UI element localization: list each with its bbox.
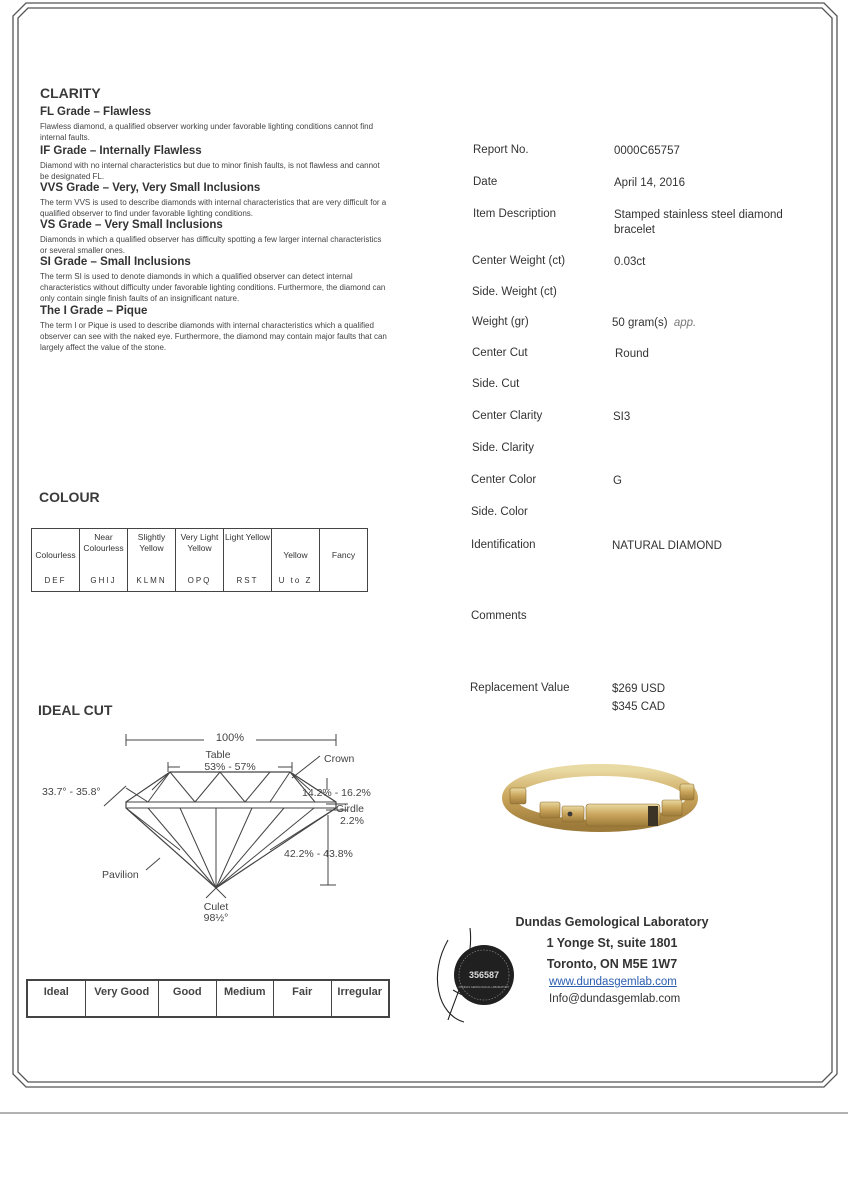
grade-heading: IF Grade – Internally Flawless <box>40 145 202 157</box>
cut-grade-cell: Irregular <box>337 986 383 998</box>
lab-email: Info@dundasgemlab.com <box>549 993 681 1005</box>
colour-name: Very Light Yellow <box>180 532 219 553</box>
identification-value: NATURAL DIAMOND <box>612 540 722 552</box>
grade-description: The term I or Pique is used to describe diamonds with internal characteristics which a qualified observer can see with the naked eye. Furthermore, the diamond may contain major faults that can largely affect the value of the stone. <box>40 321 387 352</box>
clarity-grade-i <box>40 305 390 353</box>
colour-name: Near Colourless <box>83 532 124 553</box>
report-no-label: Report No. <box>473 144 529 156</box>
replacement-value-cad: $345 CAD <box>612 701 666 713</box>
cut-grade-cell: Ideal <box>28 981 86 1016</box>
girdle-label: Girdle <box>336 803 365 815</box>
colour-cell-yellow <box>272 529 320 592</box>
clarity-title: CLARITY <box>40 85 101 101</box>
cut-grade-table <box>26 979 390 1018</box>
crown-angle-label: 33.7° - 35.8° <box>42 786 101 798</box>
lab-address-2: Toronto, ON M5E 1W7 <box>546 957 678 971</box>
colour-name: Colourless <box>35 550 76 560</box>
identification-label: Identification <box>471 539 536 551</box>
side-weight-label: Side. Weight (ct) <box>472 286 557 298</box>
bracelet-photo <box>500 760 702 840</box>
clarity-grade-si <box>40 256 390 305</box>
clarity-grade-fl <box>40 106 390 145</box>
colour-cell-fancy <box>320 529 368 592</box>
cut-grade-cell: Very Good <box>86 981 160 1016</box>
colour-title: COLOUR <box>39 489 100 505</box>
grade-heading: The I Grade – Pique <box>40 305 148 317</box>
center-clarity-label: Center Clarity <box>472 410 543 422</box>
grade-heading: FL Grade – Flawless <box>40 106 152 118</box>
grade-heading: VVS Grade – Very, Very Small Inclusions <box>40 182 261 194</box>
center-cut-label: Center Cut <box>472 347 528 359</box>
grade-description: The term VVS is used to describe diamonds with internal characteristics that are very difficult for a qualified observer to find under favorable lighting conditions. <box>40 198 387 218</box>
colour-cell-light-yellow <box>224 529 272 592</box>
replacement-value-usd: $269 USD <box>612 683 666 695</box>
cut-grade-cell: Fair <box>274 981 332 1016</box>
colour-codes: U to Z <box>278 576 313 585</box>
clarity-grade-if <box>40 145 390 182</box>
colour-codes: KLMN <box>136 576 167 585</box>
date-value: April 14, 2016 <box>614 177 685 189</box>
clarity-grade-list <box>40 106 390 353</box>
colour-name: Yellow <box>283 550 308 560</box>
item-description-value: Stamped stainless steel diamond bracelet <box>614 209 783 236</box>
colour-codes: RST <box>236 576 259 585</box>
colour-name: Slightly Yellow <box>137 532 166 553</box>
seal-number: 356587 <box>468 970 500 980</box>
girdle-value-label: 2.2% <box>340 815 364 827</box>
replacement-value-label: Replacement Value <box>470 682 570 694</box>
cut-grade-cell: Good <box>159 981 217 1016</box>
lab-address-1: 1 Yonge St, suite 1801 <box>546 936 678 950</box>
culet-value-label: 98½° <box>203 912 229 924</box>
weight-gr-value <box>612 316 696 331</box>
colour-cell-slightly-yellow <box>128 529 176 592</box>
ideal-cut-title: IDEAL CUT <box>38 702 113 718</box>
center-clarity-value: SI3 <box>613 411 631 423</box>
cut-grade-cell: Medium <box>217 981 275 1016</box>
colour-name: Light Yellow <box>225 532 270 542</box>
report-no-value: 0000C65757 <box>614 145 680 157</box>
diamond-proportions-diagram <box>30 720 400 930</box>
width-label: 100% <box>215 732 245 744</box>
center-weight-label: Center Weight (ct) <box>472 255 566 267</box>
colour-scale-table <box>31 528 368 592</box>
colour-cell-near-colourless <box>80 529 128 592</box>
clarity-grade-vvs <box>40 182 390 219</box>
crown-label: Crown <box>324 753 355 765</box>
colour-codes: GHIJ <box>90 576 117 585</box>
pavilion-depth-label: 42.2% - 43.8% <box>284 848 353 860</box>
weight-gr-label: Weight (gr) <box>472 316 529 328</box>
grade-description: The term SI is used to denote diamonds in which a qualified observer can detect internal characteristics without difficulty under favorable lighting conditions. Furthermore, the diamond can only contain single finish faults of an insignificant nature. <box>40 272 386 303</box>
colour-name: Fancy <box>331 550 356 560</box>
grade-heading: VS Grade – Very Small Inclusions <box>40 219 223 231</box>
pavilion-label: Pavilion <box>102 869 139 881</box>
lab-name: Dundas Gemological Laboratory <box>515 915 709 929</box>
side-cut-label: Side. Cut <box>472 378 520 390</box>
side-color-label: Side. Color <box>471 506 528 518</box>
table-range-label: 53% - 57% <box>204 761 256 773</box>
colour-cell-very-light-yellow <box>176 529 224 592</box>
grade-heading: SI Grade – Small Inclusions <box>40 256 191 268</box>
center-color-label: Center Color <box>471 474 537 486</box>
center-color-value: G <box>613 475 622 487</box>
culet-label: Culet <box>203 901 229 913</box>
crown-height-label: 14.2% - 16.2% <box>302 787 371 799</box>
center-cut-value: Round <box>615 348 649 360</box>
table-label: Table <box>205 749 231 761</box>
weight-note: app. <box>673 317 697 329</box>
weight-amount: 50 gram(s) <box>612 317 668 329</box>
colour-codes: OPQ <box>187 576 212 585</box>
colour-cell-colourless <box>32 529 80 592</box>
item-description-label: Item Description <box>473 208 557 220</box>
lab-website-link[interactable]: www.dundasgemlab.com <box>549 976 677 988</box>
side-clarity-label: Side. Clarity <box>472 442 534 454</box>
clarity-grade-vs <box>40 219 390 256</box>
grade-description: Diamonds in which a qualified observer has difficulty spotting a few larger internal characteristics or several smaller ones. <box>40 235 382 255</box>
grade-description: Diamond with no internal characteristics but due to minor finish faults, is not flawless and cannot be designated FL. <box>40 161 380 181</box>
center-weight-value: 0.03ct <box>614 256 646 268</box>
grade-description: Flawless diamond, a qualified observer working under favorable lighting conditions cannot find internal faults. <box>40 122 374 142</box>
date-label: Date <box>473 176 498 188</box>
comments-label: Comments <box>471 610 527 622</box>
colour-codes: DEF <box>44 576 67 585</box>
seal-text: DUNDAS GEMOLOGICAL LABORATORY <box>458 986 510 989</box>
